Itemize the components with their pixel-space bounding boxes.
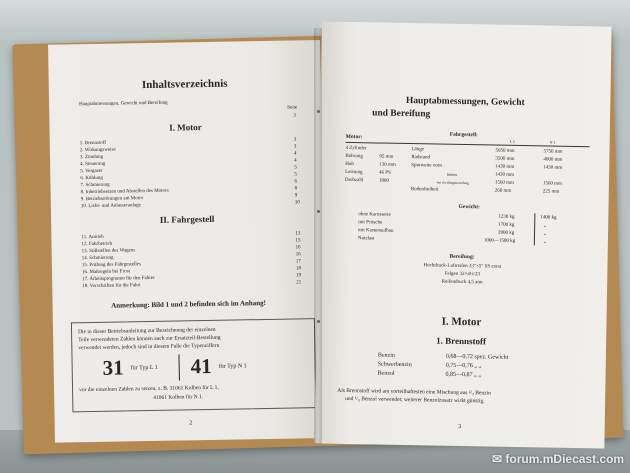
toc-item: 7. Schmierung [80,182,110,189]
toc-page: 16 [295,245,301,251]
gewicht-row-l1: 1000—1500 kg [483,238,516,244]
motor-label: Motor: [345,133,363,141]
toc-page: 3 [293,137,297,143]
subtitle-page: 3 [293,113,296,119]
toc-item: 5. Vergaser [80,168,103,175]
binding-stitch [317,110,320,113]
binding-stitch [317,210,320,213]
fahrgestell-spec-label: Spurweite vorn [411,163,442,169]
brennstoff-heading: 1. Brennstoff [436,335,487,347]
specs-title-line2: und Bereifung [372,108,431,120]
bereifung-line: Felgen 32×4½/23 [444,271,481,278]
type-number-41: 41 [190,353,212,379]
fahrgestell-spec-n1: 4000 mm [543,157,563,163]
box-text: verwendet werden, jedoch sind in diesem Falle die Typenziffern [78,342,220,352]
fuel-name: Benzol [377,370,395,377]
toc-item: 8. Inbetriebsetzen und Abstellen des Motors [80,188,169,196]
fahrgestell-spec-n1: 225 mm [542,189,560,195]
section-motor-heading: I. Motor [441,315,482,329]
gewicht-row-l1: 2000 kg [497,230,515,236]
seite-label: Seite [287,105,298,111]
toc-page: 4 [294,158,297,164]
typenziffern-box [71,318,317,412]
toc-item: 2. Wirkungsweise [79,147,116,154]
toc-title: Inhaltsverzeichnis [141,77,228,92]
l1-header: L 1 [509,138,515,144]
fuel-value: 0,75—0,76 „ „ [445,362,482,370]
anhang-note: Anmerkung: Bild 1 und 2 befinden sich im Anhang! [111,298,267,310]
fahrgestell-spec-label: hinten [447,171,458,177]
fahrgestell-spec-l1: 1430 mm [495,164,515,170]
toc-page: 16 [295,252,301,258]
type-divider [178,355,179,381]
motor-spec-value: 95 mm [379,154,394,160]
toc-page: 5 [294,172,297,178]
toc-item: 9. Betriebsstörungen am Motor [80,196,144,203]
gewicht-row-l1: 1230 kg [498,214,515,220]
toc-page: 18 [295,266,302,272]
toc-page: 17 [295,259,301,265]
gewicht-divider [534,213,536,245]
watermark [492,452,624,466]
motor-spec-label: Leistung [345,169,363,176]
fuel-name: Benzin [377,352,395,359]
toc-item: 6. Kühlung [80,175,103,182]
gewicht-row-n1: „ [543,239,547,245]
section-motor-title: I. Motor [169,122,202,133]
toc-page: 13 [295,231,301,237]
toc-page: 21 [296,280,302,286]
book-gutter [314,28,322,444]
fuel-value: 0,68—0,72 spez. Gewicht [445,353,509,361]
box-text: vor die einzelnen Zahlen zu setzen, z. B. 31061 Kolben für L 1, [79,384,219,394]
page-number-right: 3 [458,423,462,430]
watermark-text: forum.mDiecast.com [505,452,625,466]
toc-item: 1. Brennstoff [79,140,107,147]
toc-page: 6 [294,179,298,185]
fahrgestell-label: Fahrgestell: [449,131,478,139]
toc-page: 19 [296,273,302,279]
gewicht-row-label: mit Pritsche [358,220,383,226]
fahrgestell-spec-label: bei Zwillingsbereifung [436,180,469,186]
toc-item: 17. Arbeitsprogramm für den Fahrer [82,275,155,283]
bereifung-line: Reifendruck 4,5 atm [441,279,483,286]
toc-item: 4. Steuerung [80,161,106,168]
fahrgestell-spec-l1: 1560 mm [494,180,514,186]
gewicht-row-label: Nutzlast [357,236,375,242]
watermark-icon: ✉ [492,452,503,466]
left-page [48,40,327,443]
page-number-left: 2 [189,420,193,427]
bereifung-label: Bereifung: [449,253,475,261]
motor-spec-label: Drehzahl [344,177,364,184]
toc-item: 14. Schmierung [81,255,114,262]
fahrgestell-spec-l1: 260 mm [494,188,512,194]
fahrgestell-spec-n1: 1560 mm [542,181,562,187]
gewicht-label: Gewicht: [458,203,480,211]
fahrgestell-spec-n1: 5750 mm [543,149,563,155]
n1-header: N 1 [549,139,556,145]
gewicht-row-n1: 1400 kg [540,215,557,221]
specs-title-line1: Hauptabmessungen, Gewicht [405,95,525,109]
motor-spec-label: Bohrung [345,153,363,160]
type-number-31: 31 [102,355,124,380]
fahrgestell-spec-label: Radstand [411,155,430,161]
fahrgestell-spec-n1: 1430 mm [543,165,563,171]
motor-spec-value: 1800 [378,178,389,184]
fuel-value: 0,85—0,87 „ „ [445,371,481,379]
motor-spec-value: 46 PS [379,170,391,176]
gewicht-row-label: mit Kastenaufbau [358,228,394,234]
type-label-l1: für Typ L 1 [130,364,158,372]
gewicht-row-n1: „ [543,231,547,237]
section-fahrgestell-title: II. Fahrgestell [159,213,215,225]
motor-spec-label: Hub [345,161,354,168]
toc-subtitle: Hauptabmessungen, Gewicht und Bereifung [79,100,168,108]
toc-item: 11. Antrieb [81,234,104,241]
box-text: 41061 Kolben für N 1. [153,394,204,401]
toc-item: 15. Prüfung des Fahrgestelles [81,262,142,269]
motor-spec-value: 130 mm [379,162,396,168]
toc-item: 16. Maßregeln bei Frost [81,269,131,276]
brennstoff-paragraph: und ¹/₃ Benzol verwendet; weiterer Benzolzusatz wirkt günstig. [345,395,485,405]
toc-item: 12. Fahrbetrieb [81,241,113,248]
binding-stitch [317,320,320,323]
gewicht-row-l1: 1700 kg [498,222,515,228]
toc-page: 15 [295,238,301,244]
type-label-n1: für Typ N 1 [218,363,247,370]
fahrgestell-spec-l1: 1430 mm [495,172,515,178]
brennstoff-paragraph: Als Brennstoff wird am vorteilhaftesten eine Mischung aus ²/₃ Benzin [337,387,491,397]
toc-item: 3. Zündung [79,154,104,161]
box-text: Die in dieser Betriebsanleitung zur Bezeichnung der einzelnen [78,326,216,336]
fahrgestell-spec-l1: 5050 mm [495,148,515,154]
fahrgestell-spec-l1: 3500 mm [495,156,515,162]
motor-spec-label: 4 Zylinder [345,145,367,152]
toc-page: 8 [294,186,298,192]
fuel-name: Schwerbenzin [377,361,412,369]
toc-page: 9 [294,193,298,199]
gewicht-row-n1: „ [544,223,547,229]
bereifung-line: Hochdruck-Luftreifen 33"×5" SS extra [423,263,502,270]
gewicht-row-label: ohne Karosserie [358,212,391,218]
toc-page: 3 [293,144,297,150]
toc-page: 4 [293,151,297,157]
box-text: Teile verwendeten Zahlen können auch zur Ersatzteil-Bestellung [78,334,221,344]
fahrgestell-spec-label: Bodenfreiheit [410,187,439,193]
toc-page: 5 [294,165,297,171]
toc-item: 18. Vorschriften für die Fahrt [82,283,141,290]
toc-item: 10. Licht- und Anlasseranlage [80,203,141,210]
fahrgestell-spec-label: Länge [411,147,425,153]
right-page [314,22,611,449]
toc-page: 10 [294,200,300,206]
toc-item: 13. Stillstellen des Wagens [81,248,136,255]
